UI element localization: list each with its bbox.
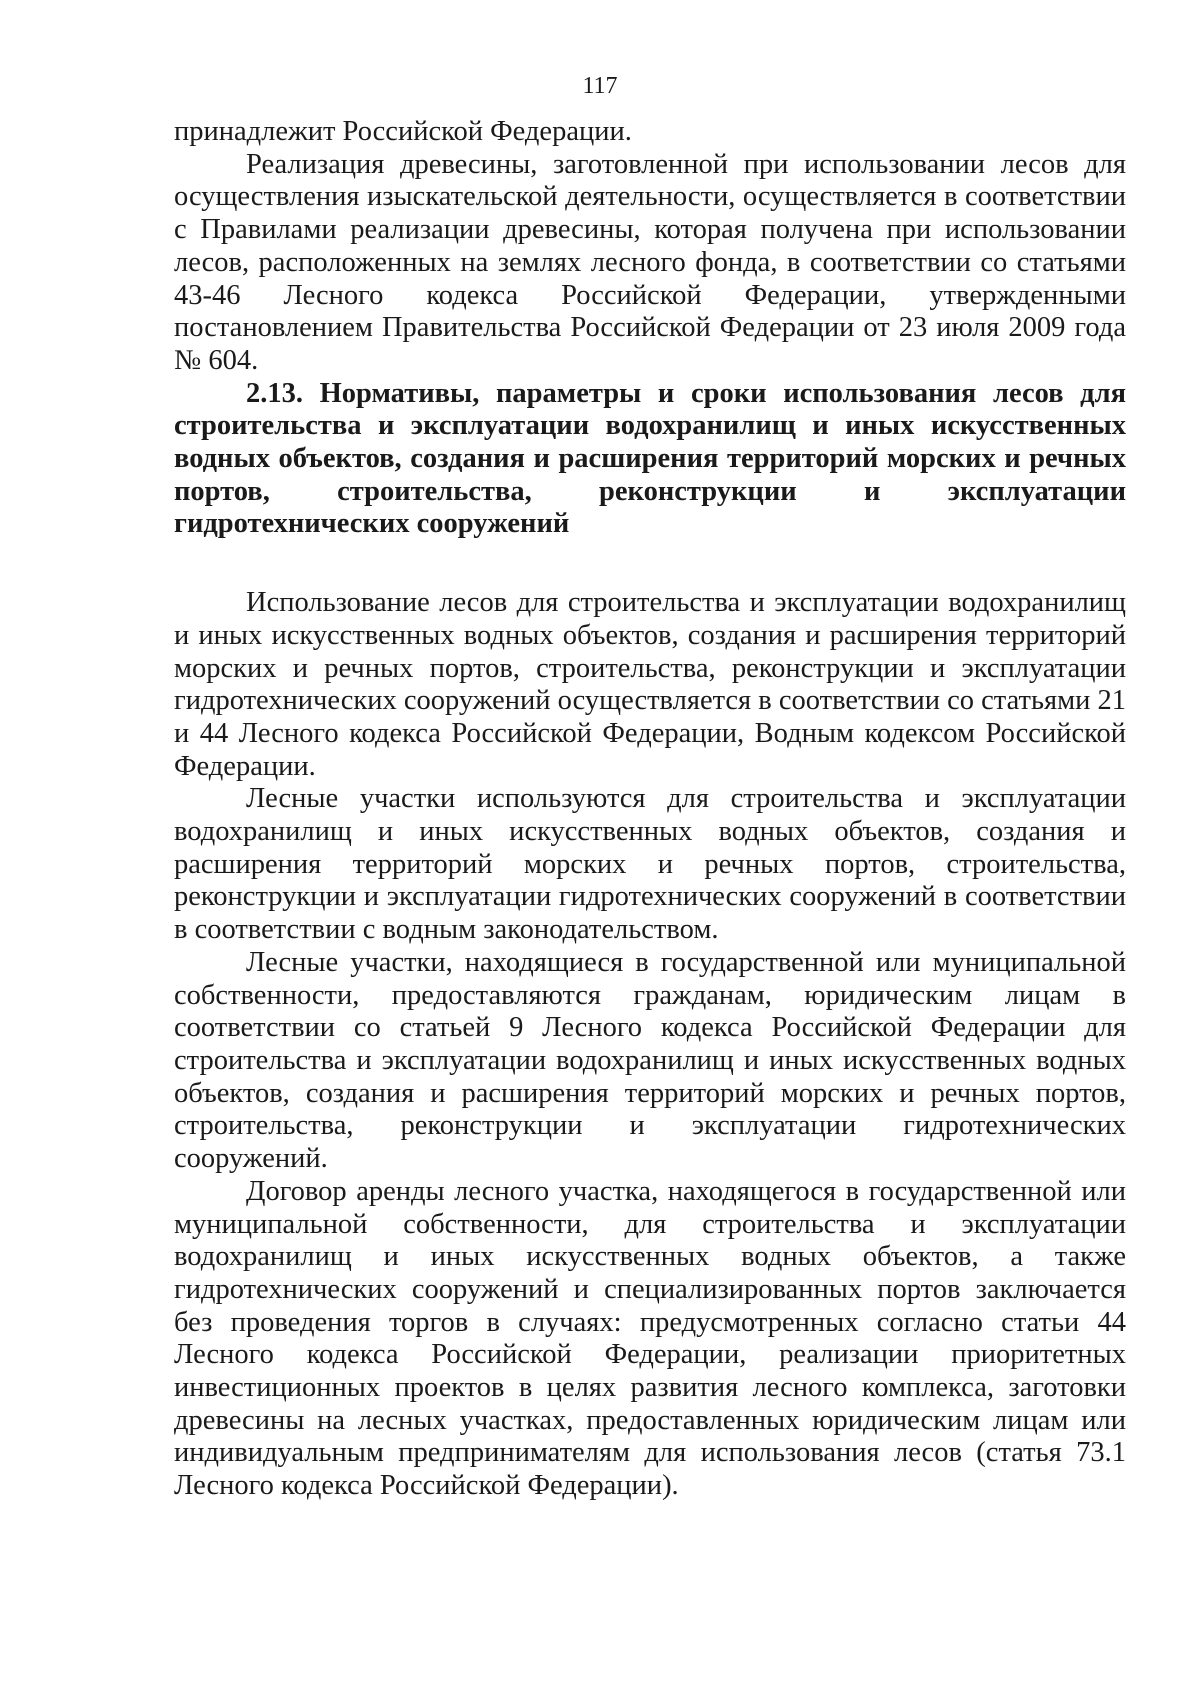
paragraph-lease-agreement: Договор аренды лесного участка, находящегося в государственной или муниципальной собственности, для строительства и эксплуатации водохранилищ и иных искусственных водных объектов, а также гидротехнических сооружений и специализированных портов заключается без проведения торгов в случаях: предусмотренных согласно статьи 44 Лесного кодекса Российской Федерации, реализации приоритетных инвестиционных проектов в целях развития лесного комплекса, заготовки древесины на лесных участках, предоставленных юридическим лицам или индивидуальным предпринимателям для использования лесов (статья 73.1 Лесного кодекса Российской Федерации). [174, 1175, 1126, 1502]
paragraph-forest-plots-provision: Лесные участки, находящиеся в государственной или муниципальной собственности, предоставляются гражданам, юридическим лицам в соответствии со статьей 9 Лесного кодекса Российской Федерации для строительства и эксплуатации водохранилищ и иных искусственных водных объектов, создания и расширения территорий морских и речных портов, строительства, реконструкции и эксплуатации гидротехнических сооружений. [174, 946, 1126, 1175]
paragraph-wood-sale: Реализация древесины, заготовленной при использовании лесов для осуществления изыскательской деятельности, осуществляется в соответствии с Правилами реализации древесины, которая получена при использовании лесов, расположенных на землях лесного фонда, в соответствии со статьями 43-46 Лесного кодекса Российской Федерации, утвержденными постановлением Правительства Российской Федерации от 23 июля 2009 года № 604. [174, 148, 1126, 376]
document-body [174, 116, 1126, 1503]
section-gap [174, 541, 1126, 587]
paragraph-forest-use: Использование лесов для строительства и эксплуатации водохранилищ и иных искусственных водных объектов, создания и расширения территорий морских и речных портов, строительства, реконструкции и эксплуатации гидротехнических сооружений осуществляется в соответствии со статьями 21 и 44 Лесного кодекса Российской Федерации, Водным кодексом Российской Федерации. [174, 587, 1126, 782]
section-heading: 2.13. Нормативы, параметры и сроки использования лесов для строительства и эксплуатации водохранилищ и иных искусственных водных объектов, создания и расширения территорий морских и речных портов, строительства, реконструкции и эксплуатации гидротехнических сооружений [174, 377, 1126, 540]
page-number: 117 [582, 73, 618, 99]
paragraph-continuation: принадлежит Российской Федерации. [174, 116, 632, 147]
paragraph-forest-plots-use: Лесные участки используются для строительства и эксплуатации водохранилищ и иных искусственных водных объектов, создания и расширения территорий морских и речных портов, строительства, реконструкции и эксплуатации гидротехнических сооружений в соответствии в соответствии с водным законодательством. [174, 783, 1126, 946]
